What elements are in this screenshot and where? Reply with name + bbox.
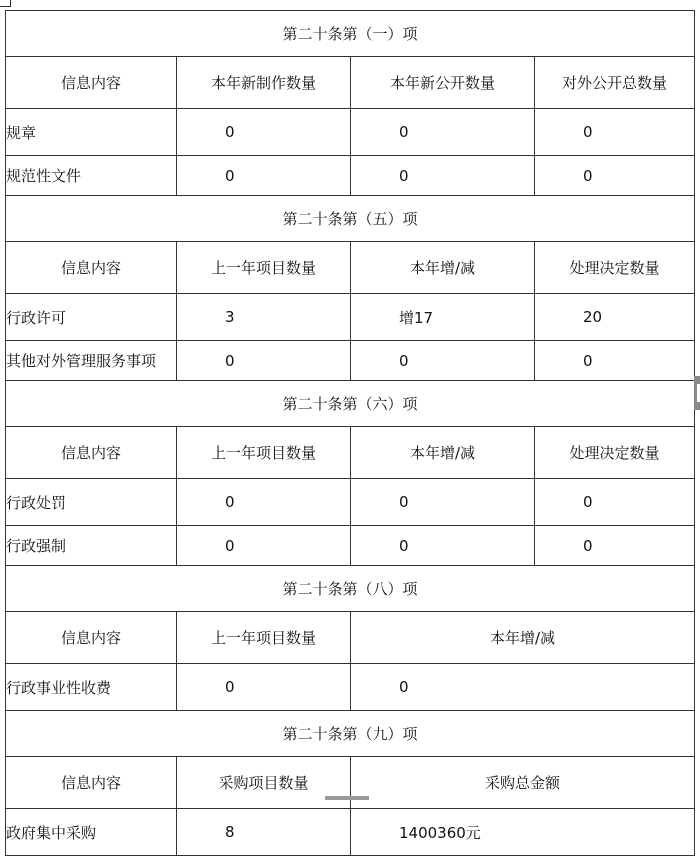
table-row xyxy=(6,109,695,156)
column-header: 采购总金额 xyxy=(351,757,695,809)
column-header: 信息内容 xyxy=(6,427,177,479)
table-row xyxy=(6,809,695,856)
column-header: 本年新公开数量 xyxy=(351,57,535,109)
column-header: 采购项目数量 xyxy=(177,757,351,809)
header-row xyxy=(6,57,695,109)
row-label: 政府集中采购 xyxy=(6,809,177,856)
table-row xyxy=(6,526,695,566)
disclosure-table xyxy=(5,10,695,856)
cell-value: 0 xyxy=(351,109,535,156)
cell-value: 20 xyxy=(535,294,695,341)
row-label: 规章 xyxy=(6,109,177,156)
section-title: 第二十条第（八）项 xyxy=(6,566,695,612)
cell-value: 0 xyxy=(177,526,351,566)
section-title-row xyxy=(6,711,695,757)
cell-value: 3 xyxy=(177,294,351,341)
column-header: 本年新制作数量 xyxy=(177,57,351,109)
cell-value: 0 xyxy=(535,526,695,566)
section-title-row xyxy=(6,196,695,242)
cell-value: 0 xyxy=(351,479,535,526)
row-label: 行政强制 xyxy=(6,526,177,566)
column-header: 本年增/减 xyxy=(351,427,535,479)
cell-value: 0 xyxy=(177,341,351,381)
column-header: 信息内容 xyxy=(6,612,177,664)
bottom-scroll-indicator[interactable] xyxy=(325,796,369,800)
column-header: 处理决定数量 xyxy=(535,242,695,294)
column-header: 上一年项目数量 xyxy=(177,427,351,479)
cell-value: 0 xyxy=(535,109,695,156)
column-header: 本年增/减 xyxy=(351,242,535,294)
table-row xyxy=(6,341,695,381)
cell-value: 0 xyxy=(177,156,351,196)
cell-value: 0 xyxy=(535,156,695,196)
section-title: 第二十条第（五）项 xyxy=(6,196,695,242)
column-header: 信息内容 xyxy=(6,242,177,294)
column-header: 上一年项目数量 xyxy=(177,242,351,294)
row-label: 行政事业性收费 xyxy=(6,664,177,711)
column-header: 处理决定数量 xyxy=(535,427,695,479)
table-row xyxy=(6,664,695,711)
column-header: 上一年项目数量 xyxy=(177,612,351,664)
table-row xyxy=(6,294,695,341)
cell-value: 0 xyxy=(535,341,695,381)
cell-value: 0 xyxy=(177,479,351,526)
cell-value: 0 xyxy=(177,664,351,711)
cell-value: 0 xyxy=(351,526,535,566)
cell-value: 0 xyxy=(351,664,695,711)
section-title-row xyxy=(6,566,695,612)
column-header: 信息内容 xyxy=(6,757,177,809)
header-row xyxy=(6,757,695,809)
corner-mark xyxy=(0,0,11,7)
section-title-row xyxy=(6,11,695,57)
header-row xyxy=(6,242,695,294)
cell-value: 0 xyxy=(177,109,351,156)
cell-value: 8 xyxy=(177,809,351,856)
row-label: 其他对外管理服务事项 xyxy=(6,341,177,381)
column-header: 本年增/减 xyxy=(351,612,695,664)
cell-value: 0 xyxy=(351,156,535,196)
cell-value: 0 xyxy=(351,341,535,381)
column-header: 对外公开总数量 xyxy=(535,57,695,109)
section-title: 第二十条第（六）项 xyxy=(6,381,695,427)
table-row xyxy=(6,479,695,526)
section-title: 第二十条第（九）项 xyxy=(6,711,695,757)
table-row xyxy=(6,156,695,196)
cell-value: 1400360元 xyxy=(351,809,695,856)
header-row xyxy=(6,427,695,479)
header-row xyxy=(6,612,695,664)
section-title: 第二十条第（一）项 xyxy=(6,11,695,57)
row-label: 行政处罚 xyxy=(6,479,177,526)
column-header: 信息内容 xyxy=(6,57,177,109)
section-title-row xyxy=(6,381,695,427)
row-label: 规范性文件 xyxy=(6,156,177,196)
row-label: 行政许可 xyxy=(6,294,177,341)
cell-value: 增17 xyxy=(351,294,535,341)
cell-value: 0 xyxy=(535,479,695,526)
